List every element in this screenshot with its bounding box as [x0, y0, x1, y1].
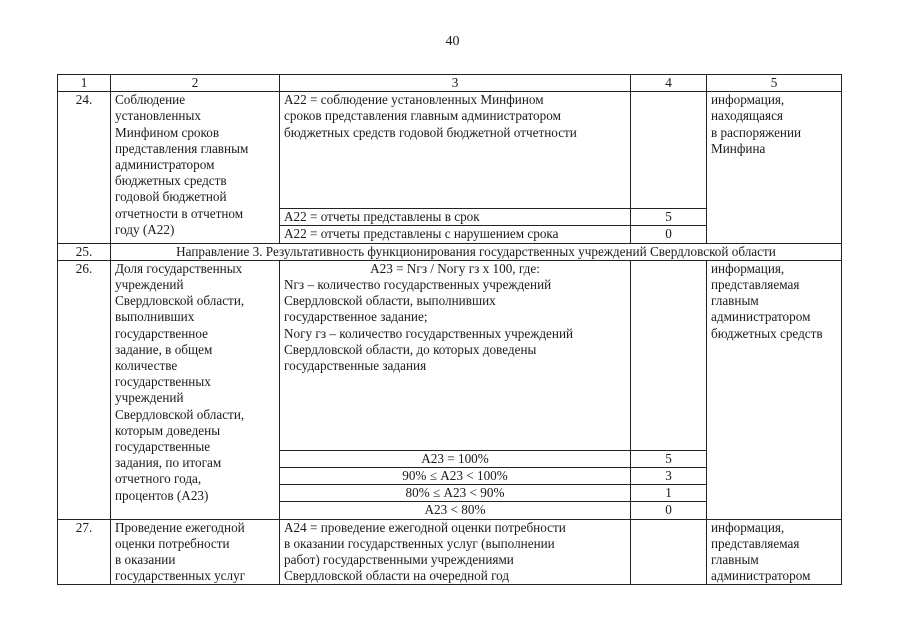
score-cell	[631, 92, 707, 209]
condition-text: А23 < 80%	[280, 502, 631, 519]
header-col-5: 5	[707, 75, 842, 92]
score-cell	[631, 519, 707, 585]
row-number: 24.	[58, 92, 111, 243]
table-row-27	[58, 519, 842, 585]
header-col-2: 2	[111, 75, 280, 92]
formula-text: А24 = проведение ежегодной оценки потребности в оказании государственных услуг (выполнении работ) государственными учреждениями Свердловской области на очередной год	[280, 519, 631, 585]
score-cell	[631, 260, 707, 450]
table-row-24	[58, 92, 842, 209]
score-value: 1	[631, 485, 707, 502]
header-col-3: 3	[280, 75, 631, 92]
page-number: 40	[445, 34, 460, 49]
criteria-table	[57, 74, 842, 585]
row-number: 25.	[58, 243, 111, 260]
row-number: 27.	[58, 519, 111, 585]
indicator-name: Проведение ежегодной оценки потребности в оказании государственных услуг	[111, 519, 280, 585]
score-value: 0	[631, 226, 707, 243]
score-value: 5	[631, 209, 707, 226]
condition-text: 90% ≤ А23 < 100%	[280, 468, 631, 485]
condition-text: А22 = отчеты представлены с нарушением срока	[280, 226, 631, 243]
formula-text: А22 = соблюдение установленных Минфином сроков представления главным администратором бюджетных средств годовой бюджетной отчетности	[280, 92, 631, 209]
indicator-name: Соблюдение установленных Минфином сроков представления главным администратором бюджетных средств годовой бюджетной отчетности в отчетном году (А22)	[111, 92, 280, 243]
condition-text: 80% ≤ А23 < 90%	[280, 485, 631, 502]
condition-text: А22 = отчеты представлены в срок	[280, 209, 631, 226]
table-row-25	[58, 243, 842, 260]
row-number: 26.	[58, 260, 111, 519]
score-value: 5	[631, 450, 707, 467]
header-col-4: 4	[631, 75, 707, 92]
score-value: 0	[631, 502, 707, 519]
section-heading: Направление 3. Результативность функционирования государственных учреждений Свердловской области	[111, 243, 842, 260]
indicator-name: Доля государственных учреждений Свердловской области, выполнивших государственное задание, в общем количестве государственных учреждений Свердловской области, которым доведены государственные задания, по итогам отчетного года, процентов (А23)	[111, 260, 280, 519]
formula-text: А23 = Nгз / Nогу гз х 100, где: Nгз – количество государственных учреждений Свердловской области, выполнивших государственное задание; Nогу гз – количество государственных учреждений Свердловской области, до которых доведены государственные задания	[280, 260, 631, 450]
score-value: 3	[631, 468, 707, 485]
table-header-row	[58, 75, 842, 92]
info-source: информация, находящаяся в распоряжении Минфина	[707, 92, 842, 243]
info-source: информация, представляемая главным администратором бюджетных средств	[707, 260, 842, 519]
header-col-1: 1	[58, 75, 111, 92]
info-source: информация, представляемая главным администратором	[707, 519, 842, 585]
table-row-26	[58, 260, 842, 450]
condition-text: А23 = 100%	[280, 450, 631, 467]
